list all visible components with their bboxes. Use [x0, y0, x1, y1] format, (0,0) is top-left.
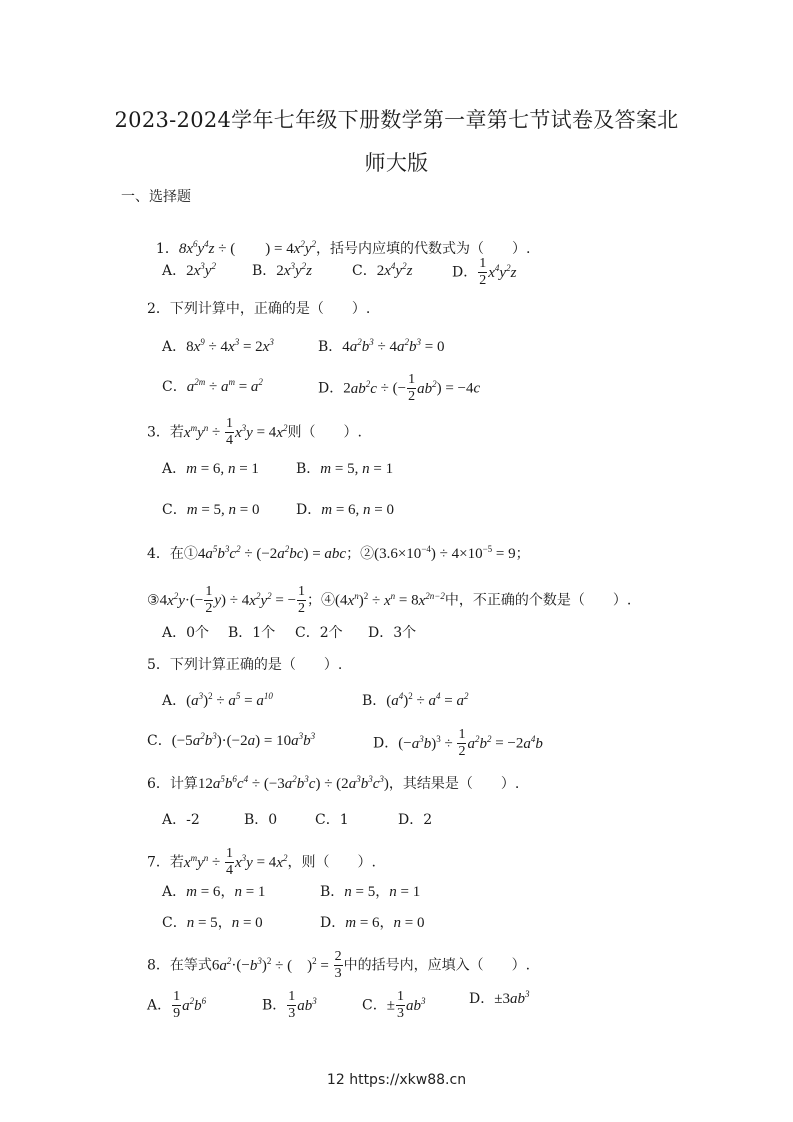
question-3-stem: 3．若$x^my^n$ ÷ $\frac{1}{4}$ $x^3y = 4x^2$则（ ）. — [147, 416, 362, 448]
question-8-stem: 8．在等式$6a^2\cdot(-b^3)^2$ ÷ ( )$^2$ = $\frac{2}{3}$ 中的括号内，应填入（ ）. — [147, 949, 531, 981]
question-2-option-c: C．$a^{2m} \div a^m = a^2$ — [162, 377, 263, 395]
question-number: 1． — [155, 241, 179, 257]
question-4-stem-line2: $③4x^2y\cdot(-$ $\frac{1}{2}$ $y) \div 4x^2y^2$ = − $\frac{1}{2}$ ；$④(4x^n)^2 \div x^n = 8x^{2n-2}$中，不正确的个数是（ ）. — [147, 584, 632, 616]
question-5-option-d: D．$(-a^3b)^3$ ÷ $\frac{1}{2}$ $a^2b^2 = -2a^4b$ — [373, 727, 543, 759]
question-4-option-d: D．3个 — [368, 625, 417, 641]
question-6-option-d: D．2 — [398, 812, 433, 828]
question-5-stem: 5．下列计算正确的是（ ）. — [147, 657, 343, 673]
question-3-option-c: C．m = 5, n = 0 — [162, 502, 260, 518]
document-title-line1: 2023-2024学年七年级下册数学第一章第七节试卷及答案北 — [114, 108, 679, 132]
question-6-stem: 6．计算$12a^5b^6c^4 \div (-3a^2b^3c) \div (2a^3b^3c^3)$，其结果是（ ）. — [147, 774, 520, 792]
question-2-stem: 2．下列计算中，正确的是（ ）. — [147, 301, 371, 317]
question-7-option-d: D．m = 6，n = 0 — [320, 915, 425, 931]
question-1-option-b: B．$2x^3y^2z$ — [252, 261, 312, 279]
document-title-line2: 师大版 — [364, 151, 429, 175]
question-6-option-b: B．0 — [244, 812, 278, 828]
question-8-option-a: A． $\frac{1}{9}$ $a^2b^6$ — [147, 989, 207, 1021]
question-7-option-b: B．n = 5，n = 1 — [320, 884, 421, 900]
question-5-option-c: C．$(-5a^2b^3)\cdot(-2a) = 10a^3b^3$ — [147, 731, 316, 749]
question-1-option-c: C．$2x^4y^2z$ — [352, 261, 413, 279]
question-3-option-d: D．m = 6, n = 0 — [296, 502, 395, 518]
question-5-option-a: A．$(a^3)^2 \div a^5 = a^{10}$ — [162, 691, 273, 709]
question-2-option-a: A．$8x^9 \div 4x^3 = 2x^3$ — [162, 337, 274, 355]
question-8-option-c: C．± $\frac{1}{3}$ $ab^3$ — [362, 989, 426, 1021]
question-4-option-c: C．2个 — [295, 625, 343, 641]
question-2-option-b: B．$4a^2b^3 \div 4a^2b^3 = 0$ — [318, 337, 445, 355]
question-1-option-d: D． $\frac{1}{2}$ $x^4y^2z$ — [452, 256, 517, 288]
question-2-option-d: D．$2ab^2c$ ÷ (− $\frac{1}{2}$ $ab^2) = -4c$ — [318, 372, 481, 404]
section-heading: 一、选择题 — [121, 189, 191, 205]
question-3-option-a: A．m = 6, n = 1 — [162, 461, 259, 477]
question-5-option-b: B．$(a^4)^2 \div a^4 = a^2$ — [362, 691, 469, 709]
question-4-stem-line1: 4．在$①4a^5b^3c^2 \div (-2a^2bc)$ = abc；$②(3.6\times 10^{-4}) \div 4\times 10^{-5} = 9$； — [147, 544, 530, 562]
page-footer — [0, 1072, 793, 1088]
question-6-option-a: A．-2 — [162, 812, 200, 828]
footer-link[interactable]: https://xkw88.cn — [349, 1072, 467, 1088]
question-6-option-c: C．1 — [315, 812, 349, 828]
question-4-option-a: A．0个 — [162, 625, 210, 641]
question-7-stem: 7．若$x^my^n$ ÷ $\frac{1}{4}$ $x^3y = 4x^2$，则（ ）. — [147, 846, 376, 878]
question-7-option-a: A．m = 6，n = 1 — [162, 884, 266, 900]
question-8-option-b: B． $\frac{1}{3}$ $ab^3$ — [262, 989, 317, 1021]
question-3-option-b: B．m = 5, n = 1 — [296, 461, 394, 477]
question-1-stem: 1．$8x^6y^4z$ ÷ ( ) = $4x^2y^2$，括号内应填的代数式为（ ）. — [155, 239, 531, 257]
question-7-option-c: C．n = 5，n = 0 — [162, 915, 263, 931]
question-8-option-d: D．$\pm 3ab^3$ — [469, 989, 530, 1007]
question-1-option-a: A．$2x^3y^2$ — [162, 261, 216, 279]
page-number: 12 — [326, 1072, 345, 1088]
question-4-option-b: B．1个 — [228, 625, 276, 641]
